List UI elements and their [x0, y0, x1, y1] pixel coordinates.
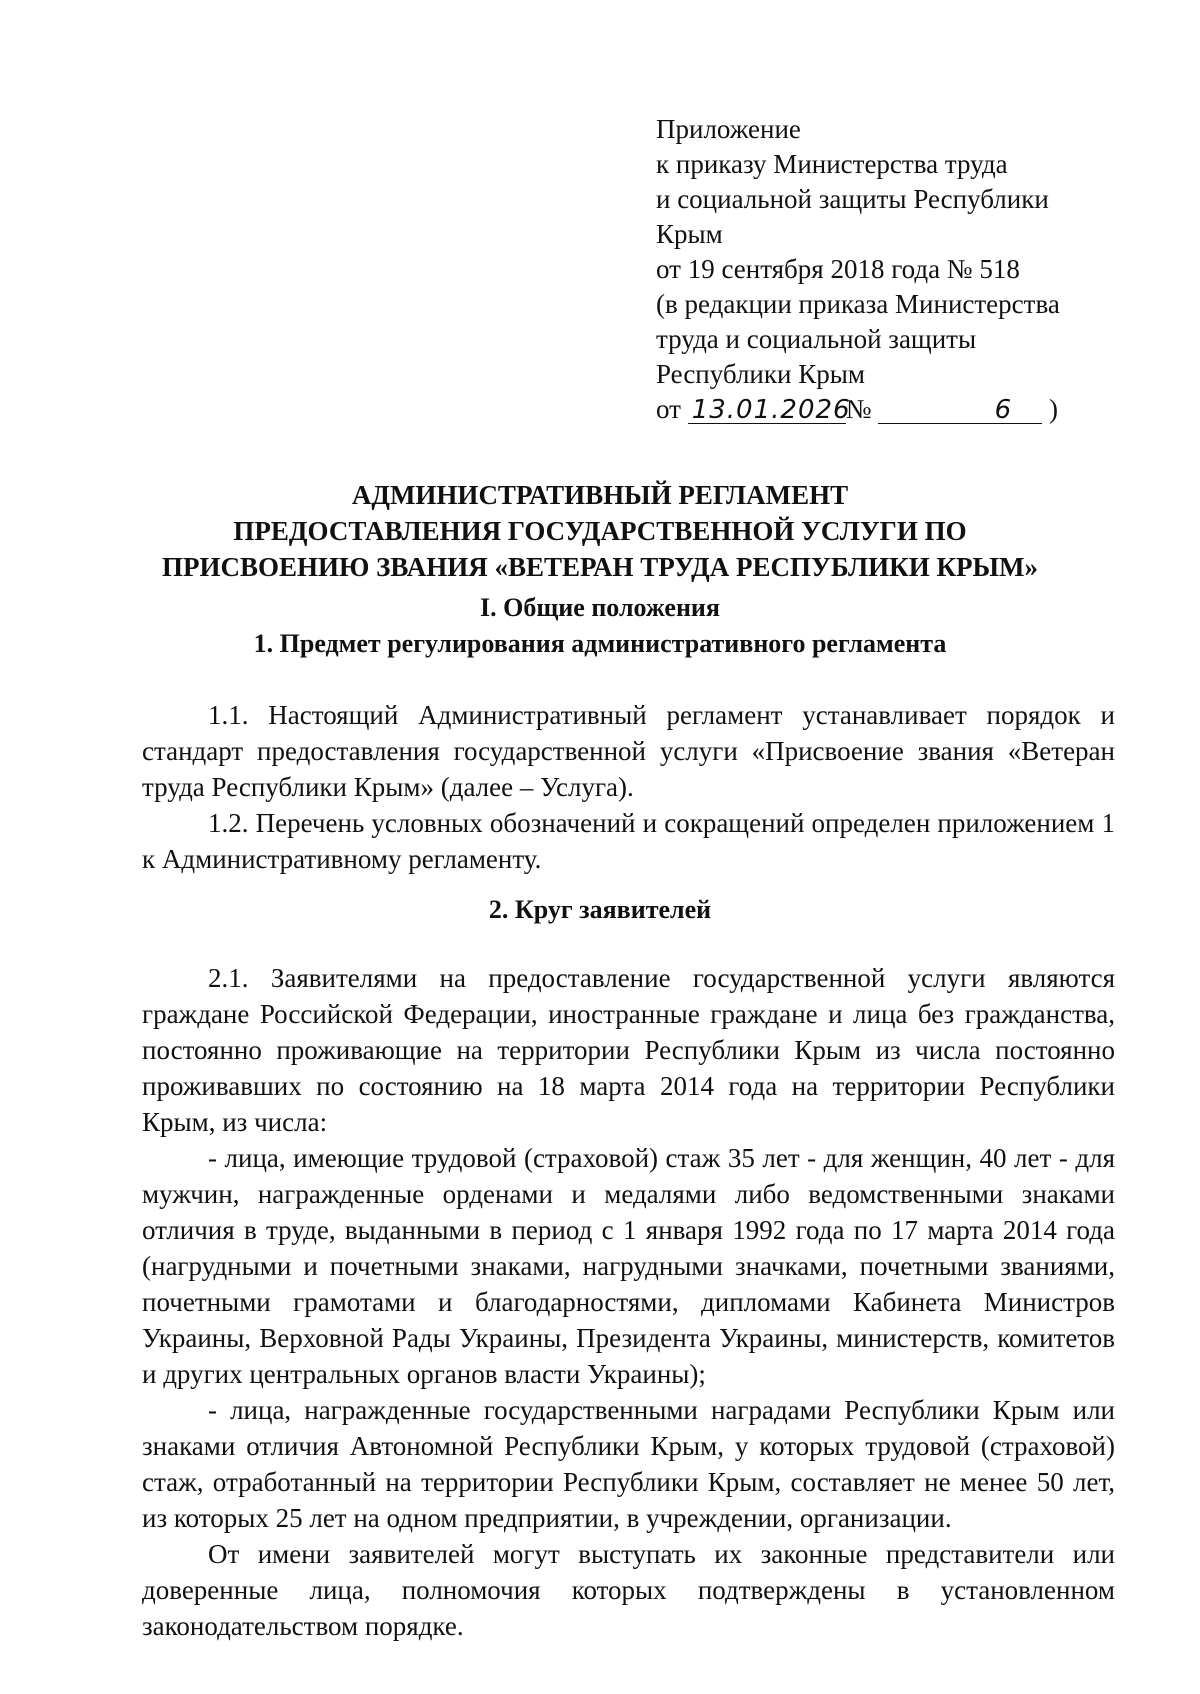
paragraph: 2.1. Заявителями на предоставление государственной услуги являются граждане Российской Федерации, иностранные граждане и лица без гражданства, постоянно проживающие на территории Республики Крым из числа постоянно проживавших по состоянию на 18 марта 2014 года на территории Республики Крым, из числа:	[142, 963, 1115, 1137]
list-item: - лица, награжденные государственными наградами Республики Крым или знаками отличия Автономной Республики Крым, у которых трудовой (страховой) стаж, отработанный на территории Республики Крым, составляет не менее 50 лет, из которых 25 лет на одном предприятии, в учреждении, организации.	[142, 1395, 1115, 1533]
approval-line: (в редакции приказа Министерства	[656, 289, 1060, 319]
paragraph: 1.2. Перечень условных обозначений и сокращений определен приложением 1 к Административному регламенту.	[142, 808, 1115, 874]
approval-line: Республики Крым	[656, 359, 865, 389]
section1-body	[142, 697, 1115, 877]
sig-close-paren: )	[1048, 394, 1058, 424]
title-line: ПРИСВОЕНИЮ ЗВАНИЯ «ВЕТЕРАН ТРУДА РЕСПУБЛИКИ КРЫМ»	[161, 552, 1039, 582]
paragraph: От имени заявителей могут выступать их законные представители или доверенные лица, полномочия которых подтверждены в установленном законодательством порядке.	[142, 1539, 1115, 1641]
list-item: - лица, имеющие трудовой (страховой) стаж 35 лет - для женщин, 40 лет - для мужчин, награжденные орденами и медалями либо ведомственными знаками отличия в труде, выданными в период с 1 января 1992 года по 17 марта 2014 года (нагрудными и почетными знаками, нагрудными значками, почетными званиями, почетными грамотами и благодарностями, дипломами Кабинета Министров Украины, Верховной Рады Украины, Президента Украины, министерств, комитетов и других центральных органов власти Украины);	[142, 1143, 1115, 1389]
approval-line: труда и социальной защиты	[656, 324, 977, 354]
section-subheading: 1. Предмет регулирования административного регламента	[253, 629, 947, 658]
document-title	[100, 477, 1100, 585]
section2-body	[142, 960, 1115, 1644]
sig-prefix: от	[656, 394, 681, 424]
handwritten-date-line	[656, 392, 1126, 427]
handwritten-date: 13.01.2026	[688, 397, 846, 424]
handwritten-number: 6	[878, 397, 1042, 424]
section-heading: I. Общие положения	[480, 593, 720, 622]
approval-line: от 19 сентября 2018 года № 518	[656, 254, 1020, 284]
paragraph: 1.1. Настоящий Административный регламент устанавливает порядок и стандарт предоставления государственной услуги «Присвоение звания «Ветеран труда Республики Крым» (далее – Услуга).	[142, 700, 1115, 802]
approval-line: Приложение	[656, 114, 801, 144]
title-line: АДМИНИСТРАТИВНЫЙ РЕГЛАМЕНТ	[351, 480, 849, 510]
approval-line: и социальной защиты Республики	[656, 184, 1049, 214]
section-heading: 2. Круг заявителей	[488, 895, 712, 924]
approval-block	[656, 112, 1126, 427]
approval-line: Крым	[656, 219, 723, 249]
title-line: ПРЕДОСТАВЛЕНИЯ ГОСУДАРСТВЕННОЙ УСЛУГИ ПО	[233, 516, 967, 546]
sig-number-label: №	[845, 394, 872, 424]
approval-line: к приказу Министерства труда	[656, 149, 1008, 179]
